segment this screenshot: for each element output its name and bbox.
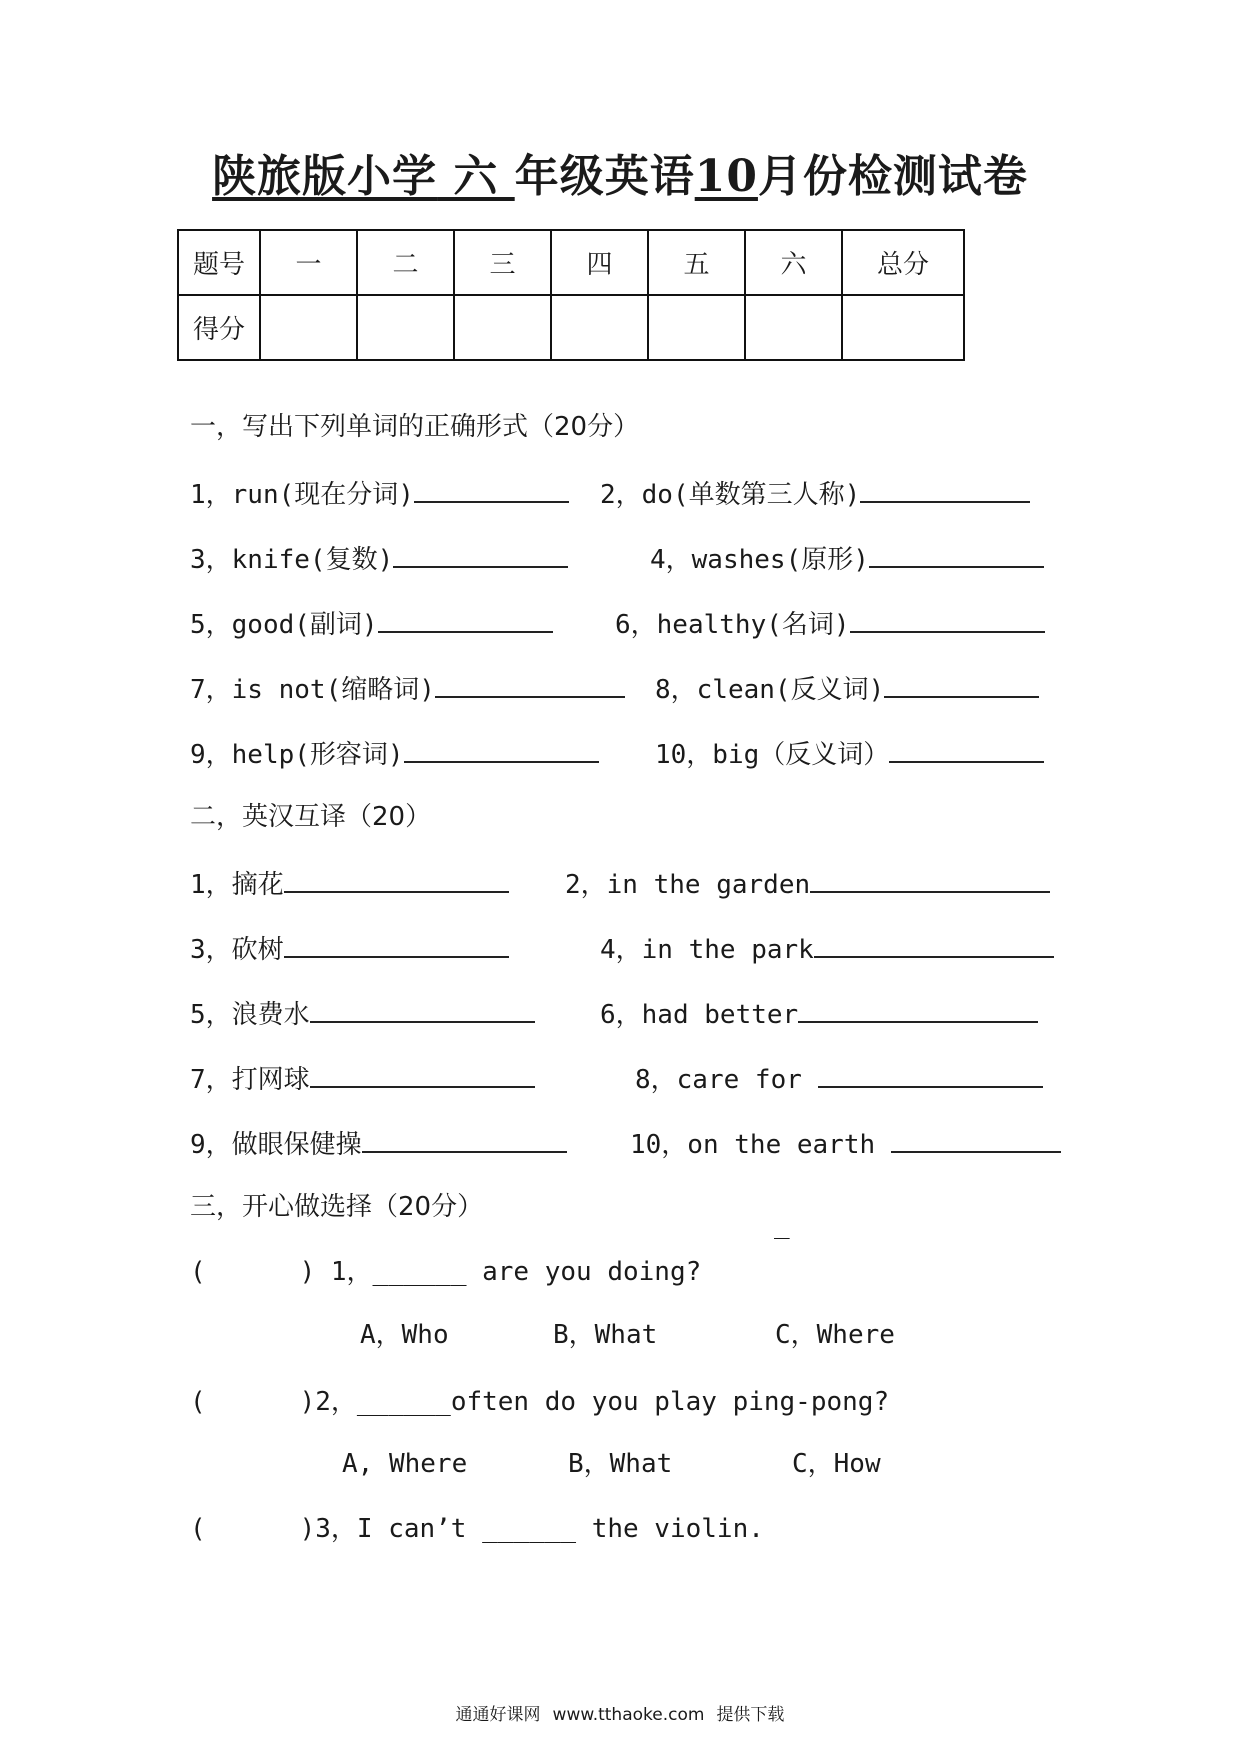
item-label: 3，knife(复数) [190, 545, 394, 575]
section2-item-5 [190, 995, 535, 1032]
answer-blank[interactable] [310, 1060, 535, 1088]
item-label: 1，摘花 [190, 870, 284, 900]
section2-item-1 [190, 865, 509, 902]
item-label: 9，做眼保健操 [190, 1130, 362, 1160]
page-title [0, 140, 1240, 204]
section1-item-5 [190, 605, 553, 642]
answer-parens[interactable]: ( ) [190, 1387, 316, 1417]
q2-option-c[interactable]: C，How [792, 1449, 881, 1479]
item-label: 4，in the park [600, 935, 814, 965]
title-grade: 六 [437, 151, 515, 202]
question-blank: ______ [372, 1257, 467, 1287]
q1-option-a[interactable]: A，Who [360, 1320, 449, 1350]
q1-option-c[interactable]: C，Where [775, 1320, 895, 1350]
title-suffix: 月份检测试卷 [757, 151, 1028, 202]
footer-site-name: 通通好课网 [455, 1705, 541, 1725]
footer-suffix: 提供下载 [716, 1705, 785, 1725]
answer-blank[interactable] [869, 540, 1044, 568]
column-3: 三 [454, 230, 551, 295]
answer-parens[interactable]: ( ) [190, 1257, 316, 1287]
item-label: 10，big（反义词） [655, 740, 890, 770]
q2-option-b[interactable]: B，What [568, 1449, 673, 1479]
answer-blank[interactable] [810, 865, 1050, 893]
footer-url[interactable]: www.tthaoke.com [552, 1705, 705, 1725]
title-month: 10 [694, 151, 758, 202]
section2-item-4 [600, 930, 1054, 967]
item-label: 3，砍树 [190, 935, 284, 965]
item-label: 2，in the garden [565, 870, 811, 900]
answer-blank[interactable] [818, 1060, 1043, 1088]
score-table [177, 229, 965, 361]
answer-blank[interactable] [891, 1125, 1061, 1153]
question-text: often do you play ping-pong? [450, 1387, 890, 1417]
question-1 [190, 1255, 701, 1289]
section1-item-7 [190, 670, 625, 707]
question-text: are you doing? [466, 1257, 702, 1287]
footer [0, 1700, 1240, 1725]
score-cell[interactable] [454, 295, 551, 360]
item-label: 9，help(形容词) [190, 740, 404, 770]
answer-blank[interactable] [798, 995, 1038, 1023]
q2-option-a[interactable]: A, Where [342, 1449, 468, 1479]
score-cell[interactable] [648, 295, 745, 360]
question-2 [190, 1385, 889, 1419]
section2-item-2 [565, 865, 1050, 902]
score-cell[interactable] [745, 295, 842, 360]
section1-item-8 [655, 670, 1039, 707]
item-label: 10，on the earth [630, 1130, 876, 1160]
section1-item-6 [615, 605, 1045, 642]
section1-item-9 [190, 735, 599, 772]
answer-blank[interactable] [310, 995, 535, 1023]
column-1: 一 [260, 230, 357, 295]
section2-item-7 [190, 1060, 535, 1097]
question-3 [190, 1512, 764, 1546]
column-4: 四 [551, 230, 648, 295]
answer-blank[interactable] [814, 930, 1054, 958]
score-cell[interactable] [842, 295, 964, 360]
answer-blank[interactable] [884, 670, 1039, 698]
column-2: 二 [357, 230, 454, 295]
item-label: 5，浪费水 [190, 1000, 310, 1030]
answer-blank[interactable] [860, 475, 1030, 503]
section1-heading: 一，写出下列单词的正确形式（20分） [190, 412, 640, 442]
score-cell[interactable] [551, 295, 648, 360]
item-label: 5，good(副词) [190, 610, 378, 640]
answer-blank[interactable] [889, 735, 1044, 763]
section1-item-4 [650, 540, 1044, 577]
question-text: I can’t ______ the violin. [356, 1514, 764, 1544]
item-label: 7，is not(缩略词) [190, 675, 435, 705]
item-label: 8，clean(反义词) [655, 675, 885, 705]
item-label: 4，washes(原形) [650, 545, 869, 575]
section2-item-3 [190, 930, 509, 967]
stray-mark: _ [774, 1210, 790, 1240]
section2-item-10 [630, 1125, 1061, 1162]
answer-blank[interactable] [378, 605, 553, 633]
item-label: 8，care for [635, 1065, 802, 1095]
score-table-score-row [178, 295, 964, 360]
item-label: 2，do(单数第三人称) [600, 480, 861, 510]
question-blank: ______ [356, 1387, 451, 1417]
title-subject: 年级英语 [514, 151, 695, 202]
item-label: 6，healthy(名词) [615, 610, 850, 640]
question-number: 3， [315, 1514, 357, 1544]
section2-item-8 [635, 1060, 1043, 1097]
answer-blank[interactable] [414, 475, 569, 503]
section1-item-2 [600, 475, 1030, 512]
section2-heading: 二，英汉互译（20） [190, 802, 432, 832]
answer-blank[interactable] [284, 865, 509, 893]
score-cell[interactable] [260, 295, 357, 360]
question-number: 2， [315, 1387, 357, 1417]
score-cell[interactable] [357, 295, 454, 360]
answer-blank[interactable] [362, 1125, 567, 1153]
answer-blank[interactable] [850, 605, 1045, 633]
item-label: 7，打网球 [190, 1065, 310, 1095]
answer-blank[interactable] [284, 930, 509, 958]
title-publisher: 陕旅版小学 [212, 151, 438, 202]
answer-blank[interactable] [435, 670, 625, 698]
answer-parens[interactable]: ( ) [190, 1514, 316, 1544]
section1-item-3 [190, 540, 568, 577]
section3-heading: 三，开心做选择（20分） [190, 1192, 484, 1222]
score-table-header-row [178, 230, 964, 295]
item-label: 6，had better [600, 1000, 799, 1030]
item-label: 1，run(现在分词) [190, 480, 414, 510]
section1-item-1 [190, 475, 569, 512]
score-label-cell: 得分 [178, 295, 260, 360]
answer-blank[interactable] [404, 735, 599, 763]
column-5: 五 [648, 230, 745, 295]
header-label-cell: 题号 [178, 230, 260, 295]
column-total: 总分 [842, 230, 964, 295]
section1-item-10 [655, 735, 1044, 772]
section2-item-9 [190, 1125, 567, 1162]
section2-item-6 [600, 995, 1038, 1032]
q1-option-b[interactable]: B，What [553, 1320, 658, 1350]
column-6: 六 [745, 230, 842, 295]
answer-blank[interactable] [393, 540, 568, 568]
question-number: 1， [315, 1257, 373, 1287]
